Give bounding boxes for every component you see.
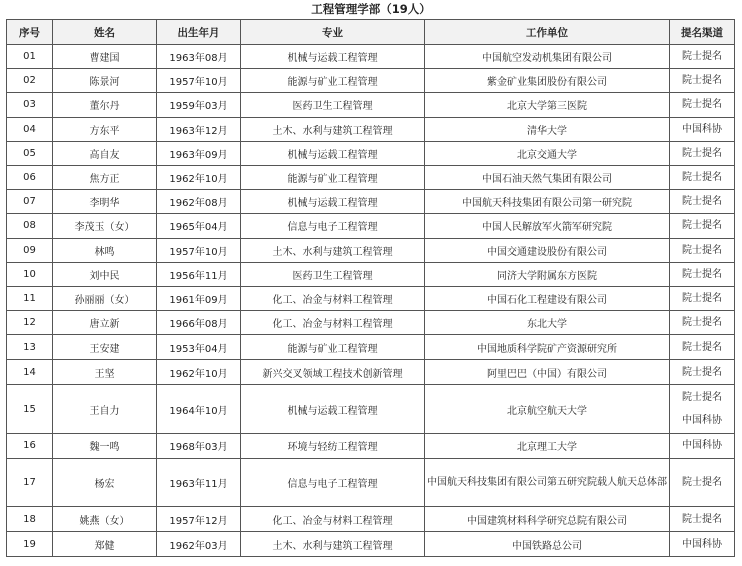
- channel-label: 院士提名: [682, 341, 722, 353]
- cell-channel: [670, 262, 735, 286]
- channel-label: 院士提名: [682, 268, 722, 280]
- cell-major: 机械与运载工程管理: [241, 385, 425, 433]
- table-row: [7, 311, 735, 335]
- cell-organization: 北京交通大学: [425, 141, 670, 165]
- cell-organization: 中国航天科技集团有限公司第一研究院: [425, 190, 670, 214]
- channel-label: 院士提名: [682, 51, 722, 63]
- channel-label: 院士提名: [682, 292, 722, 304]
- cell-name: 方东平: [53, 117, 157, 141]
- channel-label: 院士提名: [682, 392, 722, 404]
- channel-label: 院士提名: [682, 317, 722, 329]
- cell-birth: 1962年03月: [157, 532, 241, 557]
- header-cell: 专业: [241, 20, 425, 45]
- cell-major: 土木、水利与建筑工程管理: [241, 532, 425, 557]
- cell-organization: 同济大学附属东方医院: [425, 262, 670, 286]
- cell-channel: [670, 190, 735, 214]
- channel-label: 院士提名: [682, 99, 722, 111]
- cell-organization: 中国交通建设股份有限公司: [425, 238, 670, 262]
- cell-name: 曹建国: [53, 45, 157, 69]
- cell-name: 魏一鸣: [53, 433, 157, 458]
- table-row: [7, 214, 735, 238]
- cell-organization: 中国建筑材料科学研究总院有限公司: [425, 507, 670, 532]
- cell-number: 08: [7, 214, 53, 238]
- cell-channel: [670, 93, 735, 117]
- cell-channel: [670, 117, 735, 141]
- cell-birth: 1963年12月: [157, 117, 241, 141]
- cell-major: 土木、水利与建筑工程管理: [241, 238, 425, 262]
- cell-birth: 1965年04月: [157, 214, 241, 238]
- cell-major: 能源与矿业工程管理: [241, 335, 425, 360]
- cell-number: 09: [7, 238, 53, 262]
- cell-number: 02: [7, 69, 53, 93]
- table-row: [7, 45, 735, 69]
- cell-number: 05: [7, 141, 53, 165]
- channel-label: 中国科协: [682, 123, 722, 135]
- header-cell: 工作单位: [425, 20, 670, 45]
- cell-birth: 1957年12月: [157, 507, 241, 532]
- cell-channel: [670, 165, 735, 189]
- table-row: [7, 69, 735, 93]
- cell-organization: 中国铁路总公司: [425, 532, 670, 557]
- channel-label: 院士提名: [682, 366, 722, 378]
- cell-major: 机械与运载工程管理: [241, 45, 425, 69]
- cell-name: 郑健: [53, 532, 157, 557]
- cell-channel: [670, 69, 735, 93]
- cell-birth: 1953年04月: [157, 335, 241, 360]
- cell-major: 化工、冶金与材料工程管理: [241, 286, 425, 310]
- page-title: 工程管理学部（19人）: [311, 2, 431, 16]
- cell-name: 高自友: [53, 141, 157, 165]
- table-row: [7, 458, 735, 506]
- cell-channel: [670, 45, 735, 69]
- table-row: [7, 93, 735, 117]
- cell-major: 医药卫生工程管理: [241, 262, 425, 286]
- cell-channel: [670, 507, 735, 532]
- cell-number: 19: [7, 532, 53, 557]
- cell-channel: [670, 385, 735, 433]
- cell-major: 机械与运载工程管理: [241, 141, 425, 165]
- cell-number: 16: [7, 433, 53, 458]
- cell-number: 04: [7, 117, 53, 141]
- cell-channel: [670, 141, 735, 165]
- table-row: [7, 433, 735, 458]
- cell-birth: 1963年08月: [157, 45, 241, 69]
- cell-name: 李明华: [53, 190, 157, 214]
- channel-label: 中国科协: [682, 440, 722, 452]
- channel-label: 院士提名: [682, 476, 722, 488]
- cell-number: 12: [7, 311, 53, 335]
- cell-organization: 中国石油天然气集团有限公司: [425, 165, 670, 189]
- table-row: [7, 385, 735, 433]
- channel-label: 院士提名: [682, 147, 722, 159]
- channel-label: 中国科协: [682, 415, 722, 427]
- table-row: [7, 141, 735, 165]
- cell-birth: 1959年03月: [157, 93, 241, 117]
- header-cell: 出生年月: [157, 20, 241, 45]
- header-row: [7, 20, 735, 45]
- cell-name: 董尔丹: [53, 93, 157, 117]
- cell-name: 陈景河: [53, 69, 157, 93]
- cell-number: 03: [7, 93, 53, 117]
- cell-name: 杨宏: [53, 458, 157, 506]
- cell-channel: [670, 286, 735, 310]
- channel-label: 中国科协: [682, 538, 722, 550]
- cell-number: 14: [7, 360, 53, 385]
- table-row: [7, 286, 735, 310]
- cell-number: 18: [7, 507, 53, 532]
- table-row: [7, 507, 735, 532]
- cell-birth: 1957年10月: [157, 238, 241, 262]
- cell-birth: 1962年10月: [157, 360, 241, 385]
- cell-channel: [670, 433, 735, 458]
- table-row: [7, 335, 735, 360]
- channel-label: 院士提名: [682, 196, 722, 208]
- table-row: [7, 238, 735, 262]
- cell-name: 孙丽丽（女）: [53, 286, 157, 310]
- cell-major: 环境与轻纺工程管理: [241, 433, 425, 458]
- cell-organization: 北京大学第三医院: [425, 93, 670, 117]
- table-row: [7, 360, 735, 385]
- cell-name: 王坚: [53, 360, 157, 385]
- cell-name: 王安建: [53, 335, 157, 360]
- cell-number: 10: [7, 262, 53, 286]
- cell-number: 06: [7, 165, 53, 189]
- cell-name: 林鸣: [53, 238, 157, 262]
- cell-organization: 中国航空发动机集团有限公司: [425, 45, 670, 69]
- cell-birth: 1956年11月: [157, 262, 241, 286]
- table-row: [7, 165, 735, 189]
- cell-organization: 阿里巴巴（中国）有限公司: [425, 360, 670, 385]
- table-row: [7, 117, 735, 141]
- cell-birth: 1966年08月: [157, 311, 241, 335]
- table-row: [7, 190, 735, 214]
- cell-birth: 1963年11月: [157, 458, 241, 506]
- table-row: [7, 532, 735, 557]
- cell-organization: 紫金矿业集团股份有限公司: [425, 69, 670, 93]
- cell-organization: 中国地质科学院矿产资源研究所: [425, 335, 670, 360]
- cell-name: 王自力: [53, 385, 157, 433]
- cell-number: 17: [7, 458, 53, 506]
- cell-number: 13: [7, 335, 53, 360]
- channel-label: 院士提名: [682, 513, 722, 525]
- cell-organization: 清华大学: [425, 117, 670, 141]
- cell-name: 唐立新: [53, 311, 157, 335]
- channel-label: 院士提名: [682, 220, 722, 232]
- cell-number: 15: [7, 385, 53, 433]
- cell-birth: 1957年10月: [157, 69, 241, 93]
- cell-channel: [670, 311, 735, 335]
- cell-major: 化工、冶金与材料工程管理: [241, 507, 425, 532]
- cell-major: 能源与矿业工程管理: [241, 165, 425, 189]
- cell-major: 化工、冶金与材料工程管理: [241, 311, 425, 335]
- cell-birth: 1968年03月: [157, 433, 241, 458]
- cell-major: 信息与电子工程管理: [241, 214, 425, 238]
- channel-label: 院士提名: [682, 244, 722, 256]
- cell-name: 李茂玉（女）: [53, 214, 157, 238]
- cell-channel: [670, 458, 735, 506]
- cell-organization: 北京航空航天大学: [425, 385, 670, 433]
- cell-channel: [670, 532, 735, 557]
- cell-birth: 1962年08月: [157, 190, 241, 214]
- cell-organization: 北京理工大学: [425, 433, 670, 458]
- cell-birth: 1962年10月: [157, 165, 241, 189]
- cell-channel: [670, 335, 735, 360]
- cell-organization: 东北大学: [425, 311, 670, 335]
- cell-number: 01: [7, 45, 53, 69]
- cell-birth: 1964年10月: [157, 385, 241, 433]
- cell-major: 医药卫生工程管理: [241, 93, 425, 117]
- cell-name: 焦方正: [53, 165, 157, 189]
- cell-major: 新兴交叉领域工程技术创新管理: [241, 360, 425, 385]
- cell-major: 土木、水利与建筑工程管理: [241, 117, 425, 141]
- members-table: [6, 19, 735, 557]
- cell-organization: 中国石化工程建设有限公司: [425, 286, 670, 310]
- cell-name: 姚燕（女）: [53, 507, 157, 532]
- cell-channel: [670, 214, 735, 238]
- cell-number: 07: [7, 190, 53, 214]
- cell-organization: 中国人民解放军火箭军研究院: [425, 214, 670, 238]
- cell-name: 刘中民: [53, 262, 157, 286]
- cell-organization: 中国航天科技集团有限公司第五研究院载人航天总体部: [425, 458, 670, 506]
- header-cell: 提名渠道: [670, 20, 735, 45]
- cell-major: 信息与电子工程管理: [241, 458, 425, 506]
- cell-major: 能源与矿业工程管理: [241, 69, 425, 93]
- cell-major: 机械与运载工程管理: [241, 190, 425, 214]
- channel-label: 院士提名: [682, 172, 722, 184]
- cell-channel: [670, 238, 735, 262]
- table-row: [7, 262, 735, 286]
- cell-birth: 1963年09月: [157, 141, 241, 165]
- cell-birth: 1961年09月: [157, 286, 241, 310]
- cell-channel: [670, 360, 735, 385]
- channel-label: 院士提名: [682, 75, 722, 87]
- cell-number: 11: [7, 286, 53, 310]
- header-cell: 姓名: [53, 20, 157, 45]
- header-cell: 序号: [7, 20, 53, 45]
